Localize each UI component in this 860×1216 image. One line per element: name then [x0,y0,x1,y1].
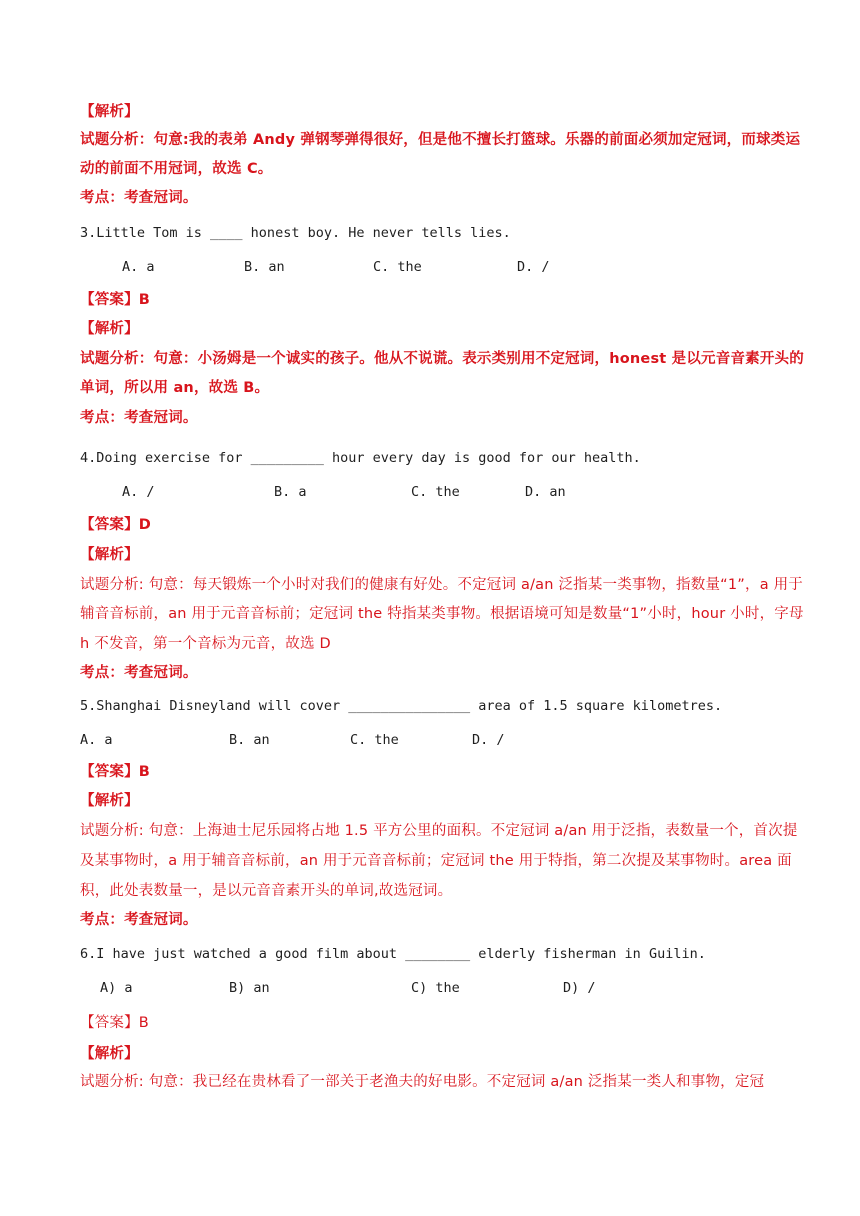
q4-analysis-line-1: 试题分析: 句意：每天锻炼一个小时对我们的健康有好处。不定冠词 a/an 泛指某一类事物，指数量“1”，a 用于 [80,577,803,593]
q6-option-d: D) / [563,980,596,996]
q3-answer: 【答案】B [80,292,151,308]
q4-stem: 4.Doing exercise for _________ hour every day is good for our health. [80,450,641,466]
q3-analysis-line-1: 试题分析：句意：小汤姆是一个诚实的孩子。他从不说谎。表示类别用不定冠词，honest 是以元音音素开头的 [80,351,804,367]
q3-analysis-label: 【解析】 [80,321,139,337]
q4-option-c: C. the [411,484,460,500]
q5-kaodian: 考点：考查冠词。 [80,912,198,928]
q6-answer: 【答案】B [80,1015,149,1031]
q5-analysis-line-3: 积，此处表数量一，是以元音音素开头的单词,故选冠词。 [80,883,453,899]
q6-stem: 6.I have just watched a good film about ________ elderly fisherman in Guilin. [80,946,706,962]
q5-answer: 【答案】B [80,764,151,780]
q4-option-a: A. / [122,484,155,500]
q4-analysis-label: 【解析】 [80,547,139,563]
q2-analysis-line-2: 动的前面不用冠词，故选 C。 [80,161,273,177]
q2-analysis-line-1: 试题分析：句意:我的表弟 Andy 弹钢琴弹得很好，但是他不擅长打篮球。乐器的前面必须加定冠词，而球类运 [80,132,801,148]
q6-analysis-label: 【解析】 [80,1046,139,1062]
q5-option-b: B. an [229,732,270,748]
q3-option-d: D. / [517,259,550,275]
q6-option-a: A) a [100,980,133,996]
q5-analysis-line-1: 试题分析: 句意：上海迪士尼乐园将占地 1.5 平方公里的面积。不定冠词 a/an 用于泛指，表数量一个，首次提 [80,823,798,839]
q5-analysis-label: 【解析】 [80,793,139,809]
q4-analysis-line-2: 辅音音标前，an 用于元音音标前；定冠词 the 特指某类事物。根据语境可知是数量“1”小时，hour 小时，字母 [80,606,804,622]
q3-option-a: A. a [122,259,155,275]
q3-stem: 3.Little Tom is ____ honest boy. He never tells lies. [80,225,511,241]
q5-option-d: D. / [472,732,505,748]
q2-kaodian: 考点：考查冠词。 [80,190,198,206]
q4-answer: 【答案】D [80,517,152,533]
q5-stem: 5.Shanghai Disneyland will cover _______________ area of 1.5 square kilometres. [80,698,723,714]
q3-analysis-line-2: 单词，所以用 an，故选 B。 [80,380,270,396]
q5-option-c: C. the [350,732,399,748]
q4-kaodian: 考点：考查冠词。 [80,665,198,681]
q3-option-b: B. an [244,259,285,275]
q5-option-a: A. a [80,732,113,748]
q6-option-b: B) an [229,980,270,996]
q3-option-c: C. the [373,259,422,275]
q4-option-b: B. a [274,484,307,500]
q4-option-d: D. an [525,484,566,500]
q5-analysis-line-2: 及某事物时，a 用于辅音音标前，an 用于元音音标前；定冠词 the 用于特指，第二次提及某事物时。area 面 [80,853,792,869]
q4-analysis-line-3: h 不发音，第一个音标为元音，故选 D [80,636,331,652]
q6-option-c: C) the [411,980,460,996]
q3-kaodian: 考点：考查冠词。 [80,410,198,426]
q6-analysis-line-1: 试题分析: 句意：我已经在贵林看了一部关于老渔夫的好电影。不定冠词 a/an 泛指某一类人和事物，定冠 [80,1074,765,1090]
analysis-label: 【解析】 [80,104,139,120]
